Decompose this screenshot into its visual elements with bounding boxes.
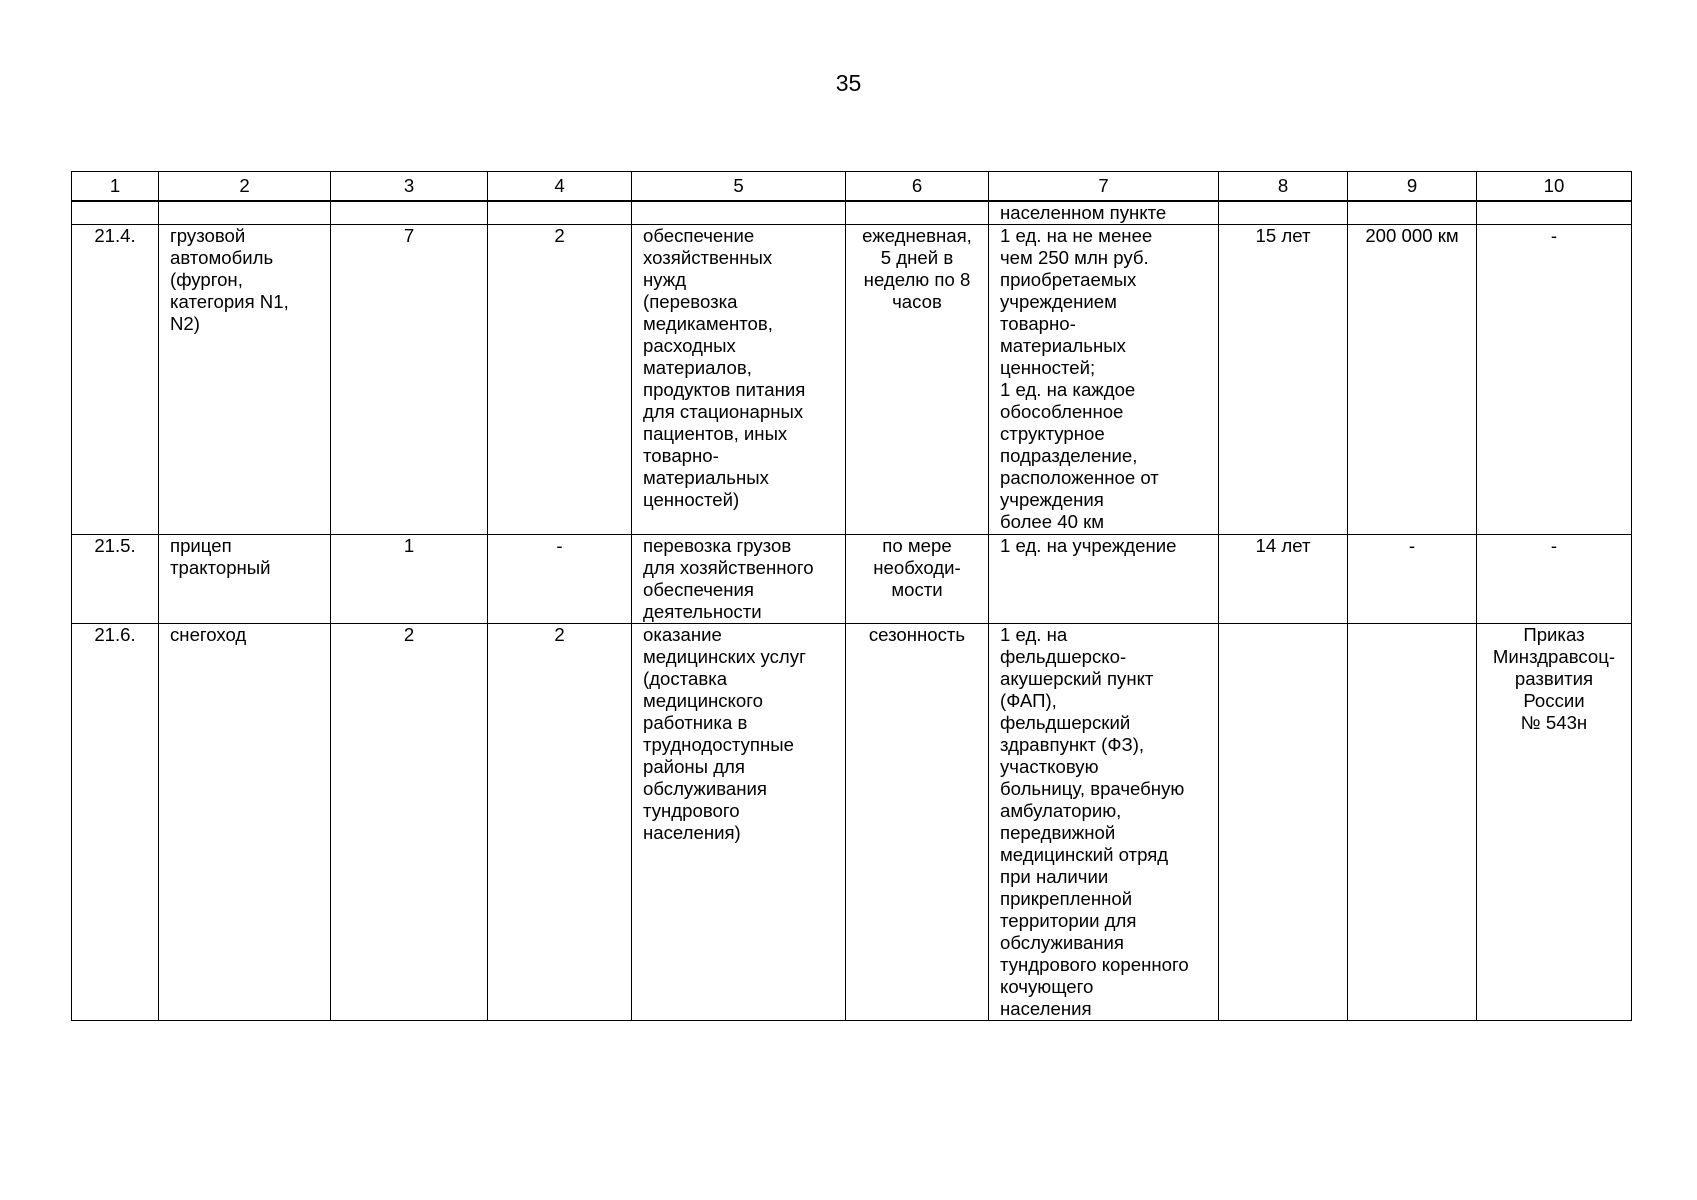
- column-header: 9: [1348, 172, 1477, 202]
- table-cell: [159, 201, 331, 225]
- page-number: 35: [835, 70, 862, 96]
- column-header: 6: [846, 172, 989, 202]
- column-header: 5: [632, 172, 846, 202]
- column-header: 1: [72, 172, 159, 202]
- table-row: [72, 535, 1632, 624]
- table-row: [72, 225, 1632, 535]
- basis-cell: Приказ Минздравсоц- развития России № 543н: [1477, 624, 1632, 1021]
- table-header-row: [72, 172, 1632, 202]
- table-cell: [1477, 201, 1632, 225]
- basis-cell: -: [1477, 535, 1632, 624]
- column-header: 8: [1219, 172, 1348, 202]
- row-number: 21.4.: [72, 225, 159, 535]
- table-cell: 7: [331, 225, 488, 535]
- purpose-cell: оказание медицинских услуг (доставка медицинского работника в труднодоступные районы для обслуживания тундрового населения): [632, 624, 846, 1021]
- row-number: 21.5.: [72, 535, 159, 624]
- usage-cell: сезонность: [846, 624, 989, 1021]
- table-cell: [1348, 201, 1477, 225]
- table-cell: 2: [488, 225, 632, 535]
- purpose-cell: перевозка грузов для хозяйственного обеспечения деятельности: [632, 535, 846, 624]
- table-cell: -: [488, 535, 632, 624]
- table-row: [72, 624, 1632, 1021]
- term-cell: 14 лет: [1219, 535, 1348, 624]
- continuation-row: [72, 201, 1632, 225]
- table-cell: 1: [331, 535, 488, 624]
- column-header: 10: [1477, 172, 1632, 202]
- table-cell: [488, 201, 632, 225]
- table-cell: [1219, 201, 1348, 225]
- norm-cell: 1 ед. на учреждение: [989, 535, 1219, 624]
- term-cell: 15 лет: [1219, 225, 1348, 535]
- mileage-cell: [1348, 624, 1477, 1021]
- vehicle-name: прицеп тракторный: [159, 535, 331, 624]
- row-number: 21.6.: [72, 624, 159, 1021]
- table-cell: [331, 201, 488, 225]
- term-cell: [1219, 624, 1348, 1021]
- table-cell: [72, 201, 159, 225]
- table-cell: населенном пункте: [989, 201, 1219, 225]
- usage-cell: по мере необходи- мости: [846, 535, 989, 624]
- vehicle-name: грузовой автомобиль (фургон, категория N1, N2): [159, 225, 331, 535]
- column-header: 2: [159, 172, 331, 202]
- column-header: 4: [488, 172, 632, 202]
- usage-cell: ежедневная, 5 дней в неделю по 8 часов: [846, 225, 989, 535]
- table-cell: 2: [331, 624, 488, 1021]
- purpose-cell: обеспечение хозяйственных нужд (перевозка медикаментов, расходных материалов, продуктов питания для стационарных пациентов, иных товарно- материальных ценностей): [632, 225, 846, 535]
- norm-cell: 1 ед. на не менее чем 250 млн руб. приобретаемых учреждением товарно- материальных ценностей; 1 ед. на каждое обособленное структурное подразделение, расположенное от учреждения более 40 км: [989, 225, 1219, 535]
- column-header: 7: [989, 172, 1219, 202]
- column-header: 3: [331, 172, 488, 202]
- table-cell: [632, 201, 846, 225]
- vehicle-name: снегоход: [159, 624, 331, 1021]
- norm-cell: 1 ед. на фельдшерско- акушерский пункт (ФАП), фельдшерский здравпункт (ФЗ), участковую больницу, врачебную амбулаторию, передвижной медицинский отряд при наличии прикрепленной территории для обслуживания тундрового коренного кочующего населения: [989, 624, 1219, 1021]
- table-cell: [846, 201, 989, 225]
- basis-cell: -: [1477, 225, 1632, 535]
- mileage-cell: -: [1348, 535, 1477, 624]
- table-cell: 2: [488, 624, 632, 1021]
- vehicle-norms-table: [71, 171, 1632, 1021]
- mileage-cell: 200 000 км: [1348, 225, 1477, 535]
